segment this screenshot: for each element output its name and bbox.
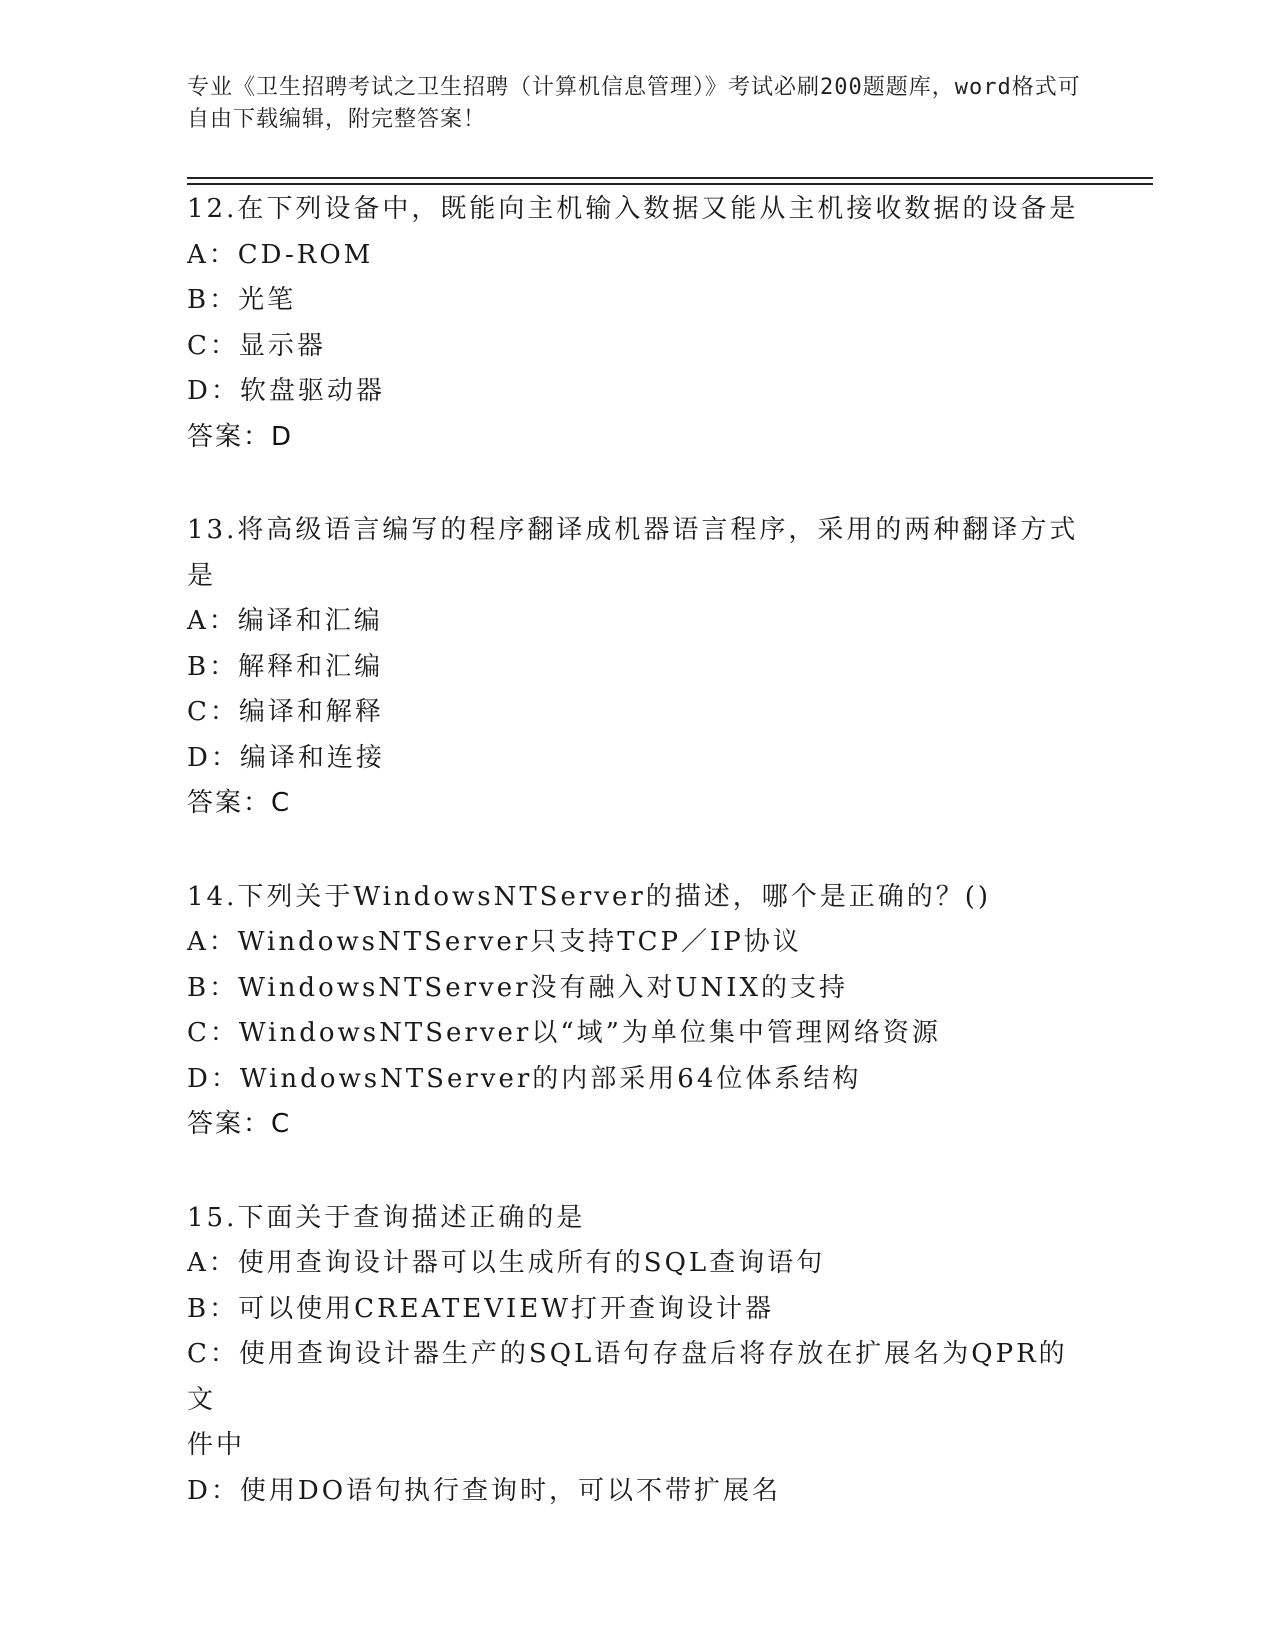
option-d: D：编译和连接	[187, 742, 385, 773]
question-stem: 15.下面关于查询描述正确的是	[187, 1202, 586, 1233]
option-a: A：编译和汇编	[187, 606, 383, 636]
option-d: D：WindowsNTServer的内部采用64位体系结构	[187, 1063, 862, 1094]
option-d: D：软盘驱动器	[187, 376, 385, 406]
option-c: C：编译和解释	[187, 697, 384, 727]
question-list	[187, 187, 1087, 1562]
question-stem: 12.在下列设备中，既能向主机输入数据又能从主机接收数据的设备是	[187, 194, 1079, 224]
document-header: 专业《卫生招聘考试之卫生招聘（计算机信息管理）》考试必刷200题题库，word格式可自由下载编辑，附完整答案！	[187, 75, 1081, 132]
answer: 答案：C	[187, 1109, 292, 1139]
question-13	[187, 508, 1087, 827]
option-b: B：可以使用CREATEVIEW打开查询设计器	[187, 1293, 774, 1324]
option-b: B：WindowsNTServer没有融入对UNIX的支持	[187, 972, 848, 1003]
question-stem: 13.将高级语言编写的程序翻译成机器语言程序，采用的两种翻译方式	[187, 515, 1079, 545]
option-c: C：显示器	[187, 330, 326, 361]
option-b: B：解释和汇编	[187, 651, 384, 682]
question-14	[187, 875, 1087, 1148]
option-a: A：WindowsNTServer只支持TCP／IP协议	[187, 927, 802, 957]
option-c: C：使用查询设计器生产的SQL语句存盘后将存放在扩展名为QPR的文 件中	[187, 1339, 1068, 1460]
question-15	[187, 1196, 1087, 1515]
answer: 答案：C	[187, 788, 292, 818]
header-rule-bottom	[187, 183, 1153, 185]
option-d: D：使用DO语句执行查询时，可以不带扩展名	[187, 1475, 782, 1506]
option-a: A：使用查询设计器可以生成所有的SQL查询语句	[187, 1248, 826, 1278]
question-stem: 14.下列关于WindowsNTServer的描述，哪个是正确的？()	[187, 881, 992, 912]
option-b: B：光笔	[187, 285, 297, 315]
option-a: A：CD-ROM	[187, 239, 374, 270]
header-rule-top	[187, 177, 1153, 179]
option-c: C：WindowsNTServer以“域”为单位集中管理网络资源	[187, 1018, 941, 1048]
question-stem-continued: 是	[187, 560, 217, 591]
question-12	[187, 187, 1087, 460]
answer: 答案：D	[187, 421, 294, 452]
